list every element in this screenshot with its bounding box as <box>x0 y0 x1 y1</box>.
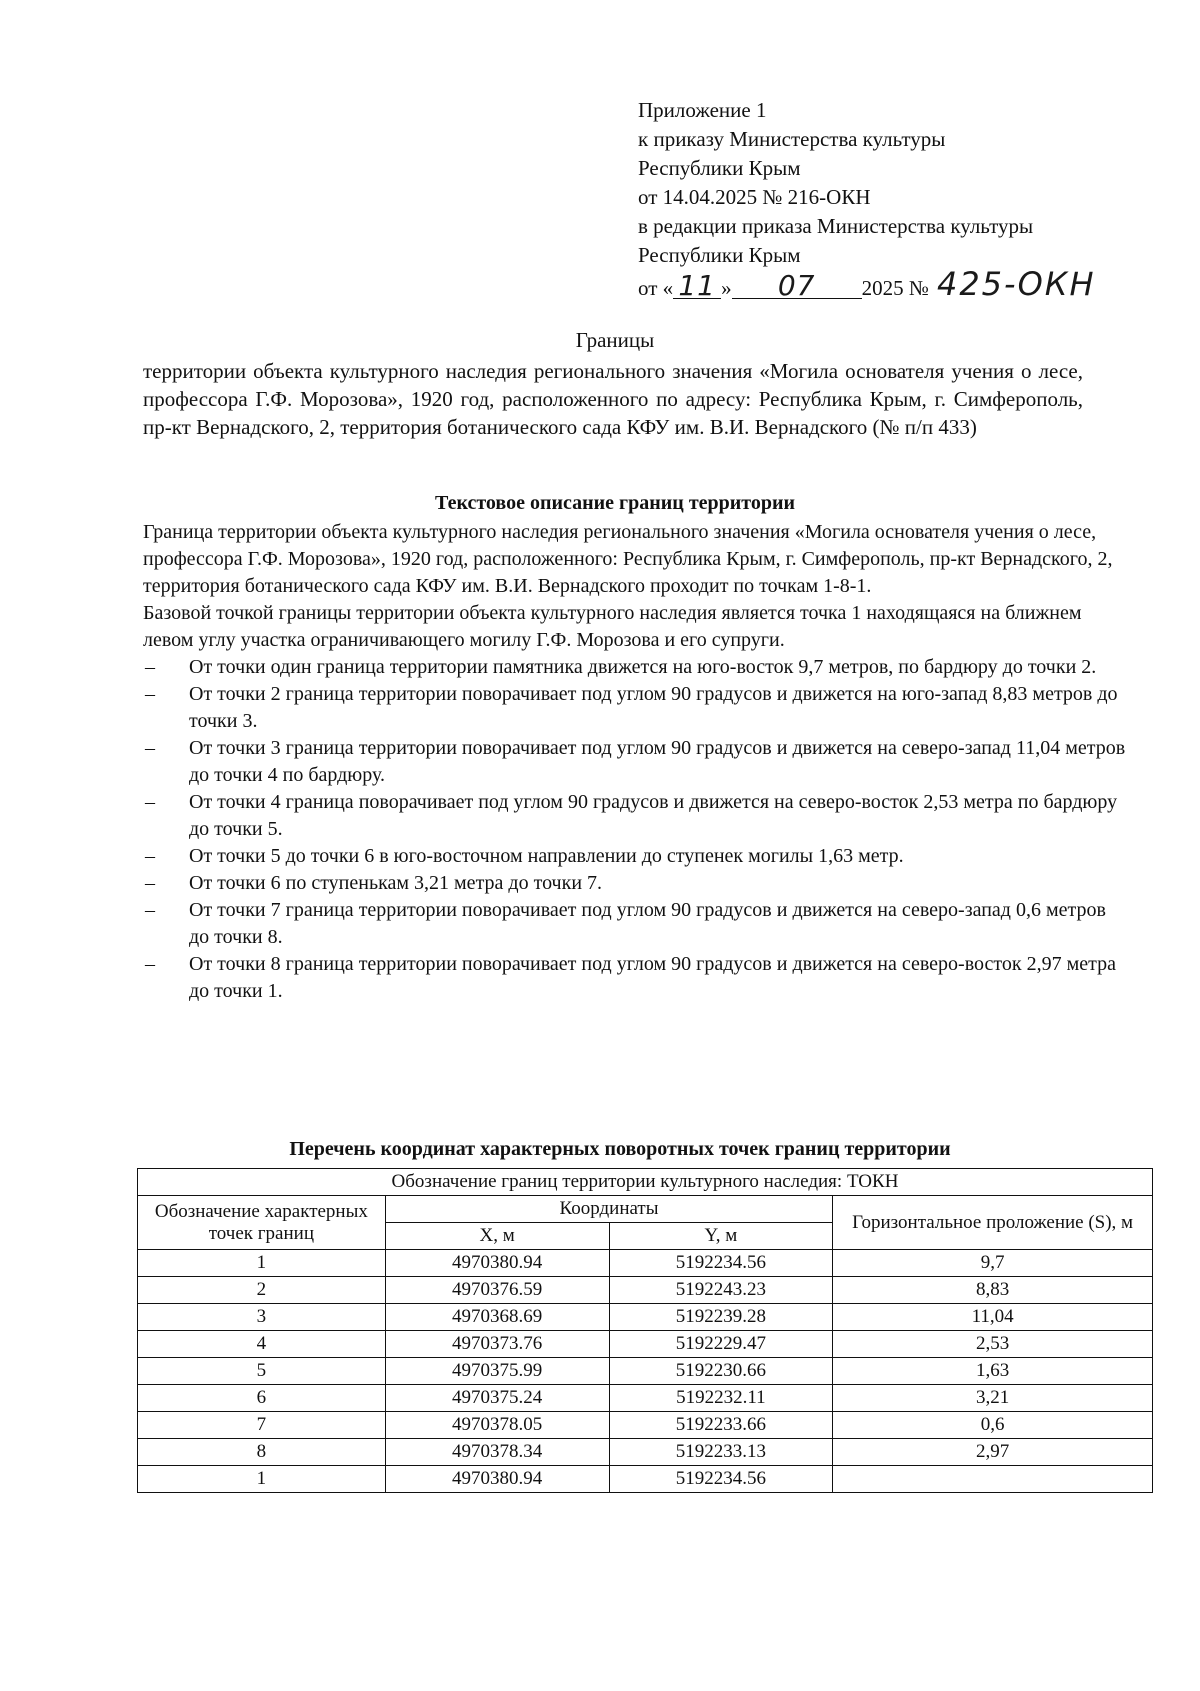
table-row <box>138 1412 1153 1439</box>
cell-x: 4970378.05 <box>385 1412 609 1439</box>
boundary-description <box>143 519 1128 1005</box>
cell-y: 5192233.66 <box>609 1412 833 1439</box>
list-item <box>143 897 1128 951</box>
date-mid: » <box>721 276 732 300</box>
cell-s: 8,83 <box>833 1277 1153 1304</box>
dash-marker: – <box>145 953 155 975</box>
header-line: Республики Крым <box>638 156 801 180</box>
dash-marker: – <box>145 656 155 678</box>
document-title: Границы <box>575 328 655 352</box>
paragraph: Базовой точкой границы территории объекта культурного наследия является точка 1 находящаяся на ближнем левом углу участка ограничивающего могилу Г.Ф. Морозова и его супруги. <box>143 602 1082 651</box>
cell-y: 5192230.66 <box>609 1358 833 1385</box>
cell-s: 2,97 <box>833 1439 1153 1466</box>
header-line: от 14.04.2025 № 216-ОКН <box>638 185 871 209</box>
cell-point: 5 <box>138 1358 386 1385</box>
cell-point: 7 <box>138 1412 386 1439</box>
cell-y: 5192229.47 <box>609 1331 833 1358</box>
dash-marker: – <box>145 737 155 759</box>
cell-point: 1 <box>138 1466 386 1493</box>
list-item <box>143 681 1128 735</box>
list-item <box>143 654 1128 681</box>
table-title: Перечень координат характерных поворотных точек границ территории <box>289 1138 951 1160</box>
boundary-steps-list <box>143 654 1128 1005</box>
list-item-text: От точки 6 по ступенькам 3,21 метра до точки 7. <box>189 872 603 894</box>
cell-x: 4970375.24 <box>385 1385 609 1412</box>
cell-point: 1 <box>138 1250 386 1277</box>
table-row <box>138 1385 1153 1412</box>
header-date-line <box>638 265 1096 303</box>
header-coords: Координаты <box>385 1196 833 1223</box>
table-caption: Обозначение границ территории культурного наследия: ТОКН <box>138 1169 1153 1196</box>
handwritten-order-number: 425-ОКН <box>936 265 1096 303</box>
date-year: 2025 № <box>861 276 929 300</box>
list-item-text: От точки 2 граница территории поворачивает под углом 90 градусов и движется на юго-запад 8,83 метров до точки 3. <box>189 683 1118 732</box>
list-item-text: От точки один граница территории памятника движется на юго-восток 9,7 метров, по бардюру до точки 2. <box>189 656 1097 678</box>
list-item <box>143 870 1128 897</box>
list-item <box>143 789 1128 843</box>
cell-x: 4970373.76 <box>385 1331 609 1358</box>
cell-s: 3,21 <box>833 1385 1153 1412</box>
cell-y: 5192239.28 <box>609 1304 833 1331</box>
cell-y: 5192243.23 <box>609 1277 833 1304</box>
paragraph: Граница территории объекта культурного наследия регионального значения «Могила основателя учения о лесе, профессора Г.Ф. Морозова», 1920 год, расположенного: Республика Крым, г. Симферополь, пр-кт Вернадского, 2, территория ботанического сада КФУ им. В.И. Вернадского проходит по точкам 1-8-1. <box>143 521 1113 597</box>
cell-point: 4 <box>138 1331 386 1358</box>
cell-x: 4970368.69 <box>385 1304 609 1331</box>
dash-marker: – <box>145 683 155 705</box>
cell-y: 5192233.13 <box>609 1439 833 1466</box>
list-item <box>143 951 1128 1005</box>
dash-marker: – <box>145 872 155 894</box>
appendix-header <box>638 96 1096 303</box>
cell-point: 3 <box>138 1304 386 1331</box>
cell-s: 2,53 <box>833 1331 1153 1358</box>
table-row <box>138 1277 1153 1304</box>
list-item-text: От точки 4 граница поворачивает под углом 90 градусов и движется на северо-восток 2,53 метра по бардюру до точки 5. <box>189 791 1118 840</box>
cell-s: 11,04 <box>833 1304 1153 1331</box>
cell-s <box>833 1466 1153 1493</box>
date-prefix: от « <box>638 276 674 300</box>
cell-s: 1,63 <box>833 1358 1153 1385</box>
cell-y: 5192234.56 <box>609 1466 833 1493</box>
list-item-text: От точки 5 до точки 6 в юго-восточном направлении до ступенек могилы 1,63 метр. <box>189 845 904 867</box>
handwritten-month: 07 <box>732 274 862 299</box>
list-item <box>143 735 1128 789</box>
header-distance: Горизонтальное проложение (S), м <box>833 1196 1153 1250</box>
table-row <box>138 1331 1153 1358</box>
dash-marker: – <box>145 791 155 813</box>
list-item-text: От точки 3 граница территории поворачивает под углом 90 градусов и движется на северо-запад 11,04 метров до точки 4 по бардюру. <box>189 737 1126 786</box>
table-row <box>138 1466 1153 1493</box>
table-caption-row <box>138 1169 1153 1196</box>
cell-y: 5192234.56 <box>609 1250 833 1277</box>
header-line: к приказу Министерства культуры <box>638 127 946 151</box>
header-x: X, м <box>385 1223 609 1250</box>
cell-y: 5192232.11 <box>609 1385 833 1412</box>
table-row <box>138 1439 1153 1466</box>
document-subtitle: территории объекта культурного наследия регионального значения «Могила основателя учения о лесе, профессора Г.Ф. Морозова», 1920 год, расположенного по адресу: Республика Крым, г. Симферополь, пр-кт Вернадского, 2, территория ботанического сада КФУ им. В.И. Вернадского (№ п/п 433) <box>143 359 1083 439</box>
table-header-row <box>138 1196 1153 1223</box>
cell-x: 4970380.94 <box>385 1466 609 1493</box>
cell-x: 4970380.94 <box>385 1250 609 1277</box>
cell-point: 2 <box>138 1277 386 1304</box>
header-line: Республики Крым <box>638 243 801 267</box>
cell-point: 8 <box>138 1439 386 1466</box>
dash-marker: – <box>145 845 155 867</box>
header-line: Приложение 1 <box>638 98 767 122</box>
cell-point: 6 <box>138 1385 386 1412</box>
section-title: Текстовое описание границ территории <box>434 492 796 514</box>
table-row <box>138 1250 1153 1277</box>
cell-x: 4970375.99 <box>385 1358 609 1385</box>
coordinates-table <box>137 1168 1153 1493</box>
cell-x: 4970376.59 <box>385 1277 609 1304</box>
header-line: в редакции приказа Министерства культуры <box>638 214 1034 238</box>
cell-s: 9,7 <box>833 1250 1153 1277</box>
list-item-text: От точки 8 граница территории поворачивает под углом 90 градусов и движется на северо-восток 2,97 метра до точки 1. <box>189 953 1116 1002</box>
list-item <box>143 843 1128 870</box>
cell-x: 4970378.34 <box>385 1439 609 1466</box>
header-point: Обозначение характерных точек границ <box>138 1196 386 1250</box>
header-y: Y, м <box>609 1223 833 1250</box>
list-item-text: От точки 7 граница территории поворачивает под углом 90 градусов и движется на северо-запад 0,6 метров до точки 8. <box>189 899 1106 948</box>
table-row <box>138 1358 1153 1385</box>
table-row <box>138 1304 1153 1331</box>
dash-marker: – <box>145 899 155 921</box>
cell-s: 0,6 <box>833 1412 1153 1439</box>
handwritten-day: 11 <box>673 274 721 299</box>
